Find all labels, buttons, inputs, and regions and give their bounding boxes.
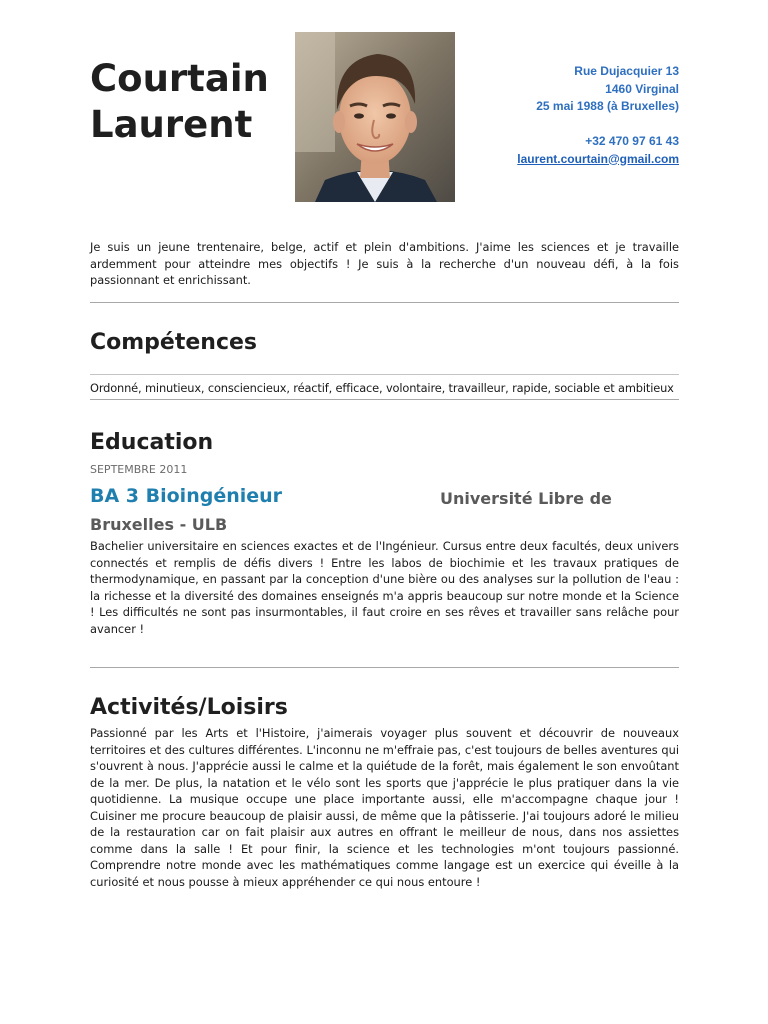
education-date: SEPTEMBRE 2011 [90,463,188,476]
activities-paragraph: Passionné par les Arts et l'Histoire, j'aimerais voyager plus souvent et découvrir de nouveaux territoires et des cultures différentes. L'inconnu ne m'effraie pas, c'est toujours de belles aventures qui s'ouvrent à nous. J'apprécie aussi le calme et la quiétude de la forêt, mais également le son envoûtant de la mer. De plus, la natation et le vélo sont les sports que j'apprécie le plus pratiquer dans la vie quotidienne. La musique occupe une place importante aussi, elle m'accompagne chaque jour ! Cuisiner me procure beaucoup de plaisir aussi, de même que la pâtisserie. J'ai toujours adoré le milieu de la restauration car on fait plaisir aux autres en offrant le meilleur de nous, dans nos assiettes comme dans la salle ! Et pour finir, la science et les technologies m'ont toujours passionné. Comprendre notre monde avec les mathématiques comme langage est un exercice qui éveille à la curiosité et nous pousse à mieux appréhender ce qui nous entoure ! [90,726,679,889]
skills-title: Compétences [90,330,258,355]
divider [90,667,679,668]
birth-info: 25 mai 1988 (à Bruxelles) [536,99,679,113]
portrait-image [295,32,455,202]
profile-photo [295,32,455,202]
school-name-continued: Bruxelles - ULB [90,515,228,534]
divider [90,374,679,375]
contact-block [517,63,679,168]
degree-title: BA 3 Bioingénieur [90,485,283,507]
email-link[interactable]: laurent.courtain@gmail.com [517,151,679,166]
education-title: Education [90,430,214,455]
intro-paragraph: Je suis un jeune trentenaire, belge, actif et plein d'ambitions. J'aime les sciences et je travaille ardemment pour atteindre mes objectifs ! Je suis à la recherche d'un nouveau défi, à la fois passionnant et enrichissant. [90,240,679,287]
skills-list: Ordonné, minutieux, consciencieux, réactif, efficace, volontaire, travailleur, rapide, sociable et ambitieux [90,381,674,395]
address-street: Rue Dujacquier 13 [574,64,679,78]
education-description: Bachelier universitaire en sciences exactes et de l'Ingénieur. Cursus entre deux facultés, deux univers connectés et remplis de défis divers ! Entre les labos de biochimie et les travaux pratiques de thermodynamique, en passant par la conception d'une bière ou des analyses sur la pollution de l'eau : la richesse et la diversité des domaines enseignés m'a appris beaucoup sur notre monde et la Science ! Les difficultés ne sont pas insurmontables, il faut croire en ses rêves et travailler sans relâche pour avancer ! [90,539,679,636]
divider [90,399,679,400]
divider [90,302,679,303]
phone-number[interactable]: +32 470 97 61 43 [585,134,679,148]
activities-title: Activités/Loisirs [90,695,288,720]
address-city: 1460 Virginal [605,81,679,96]
last-name: Courtain [90,57,269,100]
name-heading [90,56,269,148]
first-name: Laurent [90,103,253,146]
school-name: Université Libre de [440,489,612,508]
